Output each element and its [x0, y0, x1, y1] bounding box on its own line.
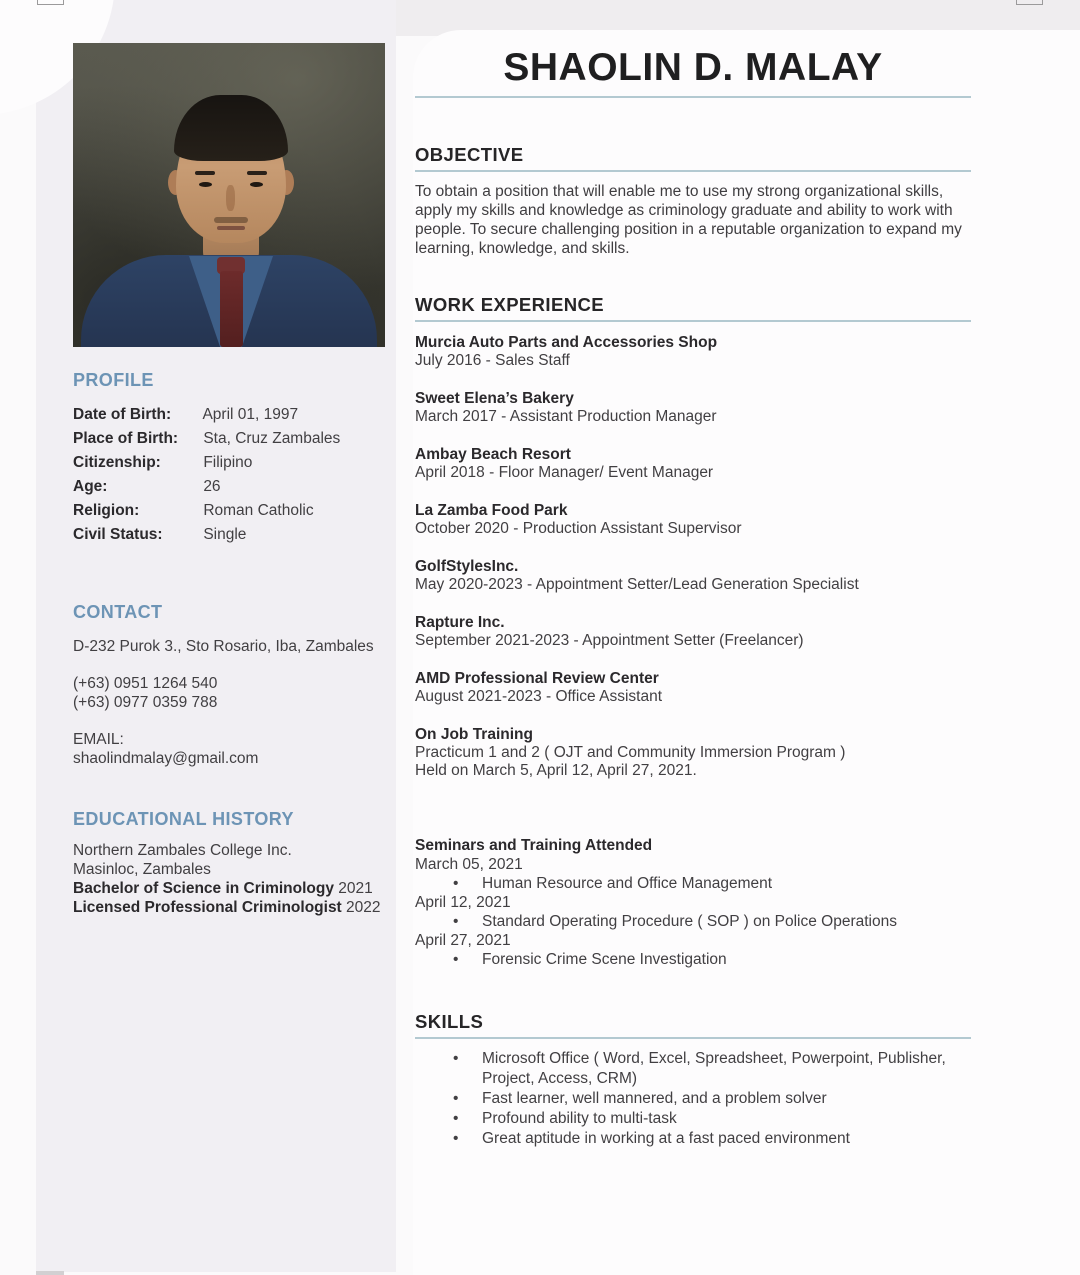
top-right-crop-mark: [1016, 0, 1043, 5]
contact-email: shaolindmalay@gmail.com: [73, 750, 259, 767]
skills-heading: SKILLS: [415, 1011, 484, 1032]
skill-text: Profound ability to multi-task: [482, 1110, 677, 1127]
bullet-icon: [453, 950, 482, 969]
profile-field: [73, 403, 396, 427]
education-location: Masinloc, Zambales: [73, 861, 211, 878]
work-entry: [415, 334, 971, 370]
profile-field-value: Single: [203, 526, 247, 543]
photo-eyebrow-left: [195, 171, 215, 175]
profile-field-label: Place of Birth:: [73, 430, 179, 447]
work-entry: [415, 614, 971, 650]
work-entry-detail: March 2017 - Assistant Production Manager: [415, 408, 717, 425]
profile-field-value: Sta, Cruz Zambales: [203, 430, 341, 447]
bullet-icon: [453, 1089, 482, 1109]
profile-field-label: Citizenship:: [73, 454, 161, 471]
skill-item: [415, 1109, 971, 1129]
work-entry-company: La Zamba Food Park: [415, 502, 568, 519]
seminar-date: March 05, 2021: [415, 856, 523, 873]
work-entry-detail: August 2021-2023 - Office Assistant: [415, 688, 663, 705]
bullet-icon: [453, 1109, 482, 1129]
work-entry-company: Rapture Inc.: [415, 614, 505, 631]
skill-text: Fast learner, well mannered, and a problem solver: [482, 1090, 827, 1107]
bullet-icon: [453, 1129, 482, 1149]
work-entry: [415, 446, 971, 482]
seminar-topic-text: Forensic Crime Scene Investigation: [482, 951, 727, 968]
seminar-topic: [415, 950, 971, 969]
skill-item: [415, 1089, 971, 1109]
page-title: SHAOLIN D. MALAY: [503, 46, 883, 89]
profile-photo: [73, 43, 385, 347]
photo-mustache: [214, 217, 248, 223]
objective-heading: OBJECTIVE: [415, 144, 524, 165]
work-entry: [415, 502, 971, 538]
work-entry-detail2: Held on March 5, April 12, April 27, 2021.: [415, 762, 697, 779]
skills-list: [415, 1049, 971, 1149]
work-entry: [415, 390, 971, 426]
education-school: Northern Zambales College Inc.: [73, 842, 292, 859]
seminar-date: April 27, 2021: [415, 932, 511, 949]
profile-field-label: Civil Status:: [73, 526, 163, 543]
profile-field-value: 26: [203, 478, 221, 495]
photo-nose: [226, 185, 235, 211]
skill-text: Great aptitude in working at a fast paced environment: [482, 1130, 850, 1147]
sidebar: [36, 0, 396, 917]
work-entry-company: GolfStylesInc.: [415, 558, 519, 575]
education-degree-title: Licensed Professional Criminologist: [73, 899, 342, 916]
title-rule: [415, 96, 971, 98]
skill-item: [415, 1049, 971, 1089]
contact-phone: (+63) 0951 1264 540: [73, 675, 218, 692]
objective-rule: [415, 170, 971, 172]
skill-text: Microsoft Office ( Word, Excel, Spreadsheet, Powerpoint, Publisher, Project, Access, CRM): [482, 1050, 946, 1087]
contact-email-label: EMAIL:: [73, 731, 124, 748]
work-entry-detail: Practicum 1 and 2 ( OJT and Community Immersion Program ): [415, 744, 846, 761]
work-entry-company: Murcia Auto Parts and Accessories Shop: [415, 334, 718, 351]
profile-field-value: Roman Catholic: [203, 502, 314, 519]
main-content: [415, 30, 971, 1149]
seminar-date: April 12, 2021: [415, 894, 511, 911]
work-entry: [415, 670, 971, 706]
work-entry-detail: October 2020 - Production Assistant Supervisor: [415, 520, 742, 537]
photo-tie: [220, 271, 243, 347]
work-entry-detail: April 2018 - Floor Manager/ Event Manager: [415, 464, 714, 481]
work-experience-rule: [415, 320, 971, 322]
profile-field-value: Filipino: [203, 454, 253, 471]
contact-address: D-232 Purok 3., Sto Rosario, Iba, Zambales: [73, 638, 374, 655]
profile-fields: [73, 403, 396, 547]
bottom-left-crop-mark: [36, 1271, 64, 1275]
work-entry-detail: September 2021-2023 - Appointment Setter (Freelancer): [415, 632, 804, 649]
profile-field: [73, 499, 396, 523]
work-entry: [415, 726, 971, 780]
bullet-icon: [453, 912, 482, 931]
education-degree-year: 2021: [333, 880, 373, 897]
photo-eye-right: [250, 182, 263, 187]
seminars-section: [415, 836, 971, 969]
work-entry-company: AMD Professional Review Center: [415, 670, 659, 687]
profile-field-label: Age:: [73, 478, 108, 495]
work-entry-detail: July 2016 - Sales Staff: [415, 352, 570, 369]
skill-item: [415, 1129, 971, 1149]
contact-phone: (+63) 0977 0359 788: [73, 694, 218, 711]
profile-field: [73, 427, 396, 451]
work-entry-company: On Job Training: [415, 726, 533, 743]
seminar-topic-text: Human Resource and Office Management: [482, 875, 773, 892]
contact-heading: CONTACT: [73, 602, 163, 622]
profile-field-label: Date of Birth:: [73, 406, 172, 423]
education-details: [73, 841, 393, 917]
bullet-icon: [453, 874, 482, 893]
education-heading: EDUCATIONAL HISTORY: [73, 809, 294, 829]
work-experience-list: [415, 334, 971, 780]
education-degree-title: Bachelor of Science in Criminology: [73, 880, 334, 897]
education-degree: [73, 879, 393, 898]
seminar-topic: [415, 874, 971, 893]
work-entry-company: Ambay Beach Resort: [415, 446, 571, 463]
photo-mouth: [217, 226, 245, 230]
bullet-icon: [453, 1049, 482, 1089]
work-entry: [415, 558, 971, 594]
skills-rule: [415, 1037, 971, 1039]
work-entry-company: Sweet Elena’s Bakery: [415, 390, 574, 407]
seminar-topic: [415, 912, 971, 931]
seminar-topic-text: Standard Operating Procedure ( SOP ) on Police Operations: [482, 913, 897, 930]
work-entry-detail: May 2020-2023 - Appointment Setter/Lead Generation Specialist: [415, 576, 859, 593]
contact-phones: [73, 674, 396, 712]
profile-field: [73, 523, 396, 547]
profile-field-value: April 01, 1997: [202, 406, 299, 423]
education-degree-year: 2022: [341, 899, 381, 916]
work-experience-heading: WORK EXPERIENCE: [415, 294, 604, 315]
profile-heading: PROFILE: [73, 370, 154, 390]
profile-field: [73, 475, 396, 499]
photo-eye-left: [199, 182, 212, 187]
profile-field-label: Religion:: [73, 502, 140, 519]
photo-eyebrow-right: [247, 171, 267, 175]
main-content-panel: [413, 30, 1080, 1275]
objective-text: To obtain a position that will enable me to use my strong organizational skills, apply my skills and knowledge as criminology graduate and ability to work with people. To secure challenging position in a reputable organization to expand my learning, knowledge, and skills.: [415, 183, 962, 257]
seminars-title: Seminars and Training Attended: [415, 837, 653, 854]
education-degree: [73, 898, 393, 917]
profile-field: [73, 451, 396, 475]
